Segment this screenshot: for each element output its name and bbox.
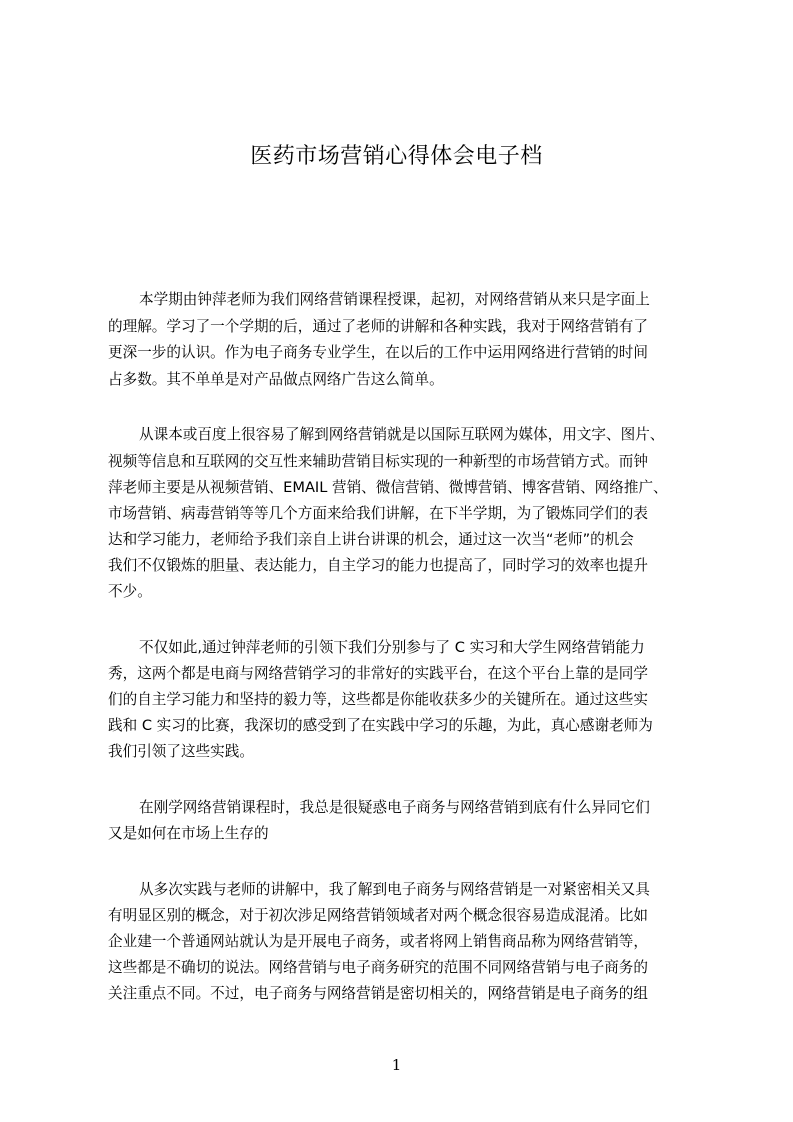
paragraph-3-line-3: 们的自主学习能力和坚持的毅力等，这些都是你能收获多少的关键所在。通过这些实 xyxy=(108,691,648,708)
paragraph-2-line-5: 达和学习能力，老师给予我们亲自上讲台讲课的机会，通过这一次当“老师”的机会 xyxy=(108,531,634,548)
paragraph-4-line-2: 又是如何在市场上生存的 xyxy=(108,825,269,842)
paragraph-1-line-1: 本学期由钟萍老师为我们网络营销课程授课，起初，对网络营销从来只是字面上 xyxy=(139,291,650,308)
paragraph-3-line-2: 秀，这两个都是电商与网络营销学习的非常好的实践平台，在这个平台上靠的是同学 xyxy=(108,665,648,682)
paragraph-4-line-1: 在刚学网络营销课程时，我总是很疑惑电子商务与网络营销到底有什么异同它们 xyxy=(139,799,650,816)
paragraph-2-line-3: 萍老师主要是从视频营销、EMAIL 营销、微信营销、微博营销、博客营销、网络推广、 xyxy=(108,479,668,496)
paragraph-1-line-4: 占多数。其不单单是对产品做点网络广告这么简单。 xyxy=(108,371,444,388)
paragraph-2-line-2: 视频等信息和互联网的交互性来辅助营销目标实现的一种新型的市场营销方式。而钟 xyxy=(108,453,648,470)
paragraph-1-line-3: 更深一步的认识。作为电子商务专业学生，在以后的工作中运用网络进行营销的时间 xyxy=(108,344,648,361)
paragraph-3-line-4: 践和 C 实习的比赛，我深切的感受到了在实践中学习的乐趣，为此，真心感谢老师为 xyxy=(108,717,653,734)
paragraph-2-line-1: 从课本或百度上很容易了解到网络营销就是以国际互联网为媒体，用文字、图片、 xyxy=(139,426,665,443)
paragraph-2-line-7: 不少。 xyxy=(108,583,152,600)
paragraph-5-line-1: 从多次实践与老师的讲解中，我了解到电子商务与网络营销是一对紧密相关又具 xyxy=(139,881,650,898)
paragraph-5-line-4: 这些都是不确切的说法。网络营销与电子商务研究的范围不同网络营销与电子商务的 xyxy=(108,959,648,976)
paragraph-1-line-2: 的理解。学习了一个学期的后，通过了老师的讲解和各种实践，我对于网络营销有了 xyxy=(108,318,648,335)
paragraph-5-line-3: 企业建一个普通网站就认为是开展电子商务，或者将网上销售商品称为网络营销等， xyxy=(108,933,648,950)
paragraph-2-line-4: 市场营销、病毒营销等等几个方面来给我们讲解，在下半学期，为了锻炼同学们的表 xyxy=(108,505,648,522)
document-title: 医药市场营销心得体会电子档 xyxy=(250,144,543,169)
paragraph-2-line-6: 我们不仅锻炼的胆量、表达能力，自主学习的能力也提高了，同时学习的效率也提升 xyxy=(108,557,648,574)
paragraph-3-line-5: 我们引领了这些实践。 xyxy=(108,743,254,760)
paragraph-5-line-5: 关注重点不同。不过，电子商务与网络营销是密切相关的，网络营销是电子商务的组 xyxy=(108,985,648,1002)
paragraph-3-line-1: 不仅如此,通过钟萍老师的引领下我们分别参与了 C 实习和大学生网络营销能力 xyxy=(139,639,645,656)
paragraph-5-line-2: 有明显区别的概念，对于初次涉足网络营销领域者对两个概念很容易造成混淆。比如 xyxy=(108,907,648,924)
page-number: 1 xyxy=(391,1056,402,1074)
